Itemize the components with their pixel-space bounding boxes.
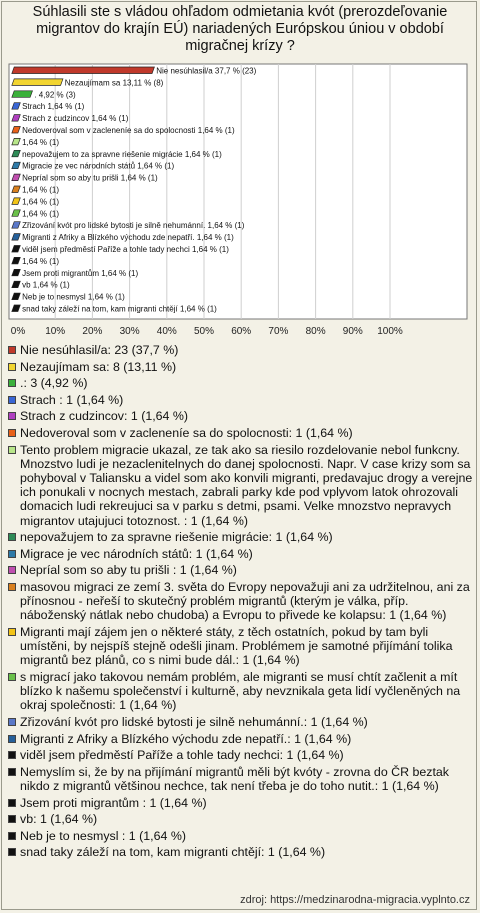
legend-label: masovou migraci ze zemí 3. světa do Evropy nepovažuji ani za udržitelnou, ani za přínosnou - neřeší to skutečný problém migrantů (kterým je válka, příp. náboženský nátlak nebo chudoba) a Evropu to přivede ke kolapsu: 1 (1,64 %) <box>20 579 470 623</box>
legend-swatch <box>8 718 16 726</box>
legend-swatch <box>8 446 16 454</box>
bar-label: 1,64 % (1) <box>22 209 60 219</box>
x-tick-label: 50% <box>193 326 215 337</box>
legend-item <box>8 765 474 793</box>
legend-item <box>8 409 474 423</box>
chart-legend <box>8 343 474 862</box>
legend-item <box>8 796 474 810</box>
legend-label: viděl jsem předměstí Paříže a tohle tady nechci: 1 (1,64 %) <box>20 748 344 763</box>
legend-swatch <box>8 396 16 404</box>
legend-item <box>8 360 474 374</box>
x-tick-label: 90% <box>342 326 363 337</box>
legend-swatch <box>8 550 16 558</box>
legend-label: Nedoveroval som v zacleneníe sa do spolocnosti: 1 (1,64 %) <box>20 425 353 440</box>
legend-swatch <box>8 429 16 437</box>
legend-swatch <box>8 751 16 759</box>
bar-label: . 4,92 % (3) <box>34 90 76 100</box>
legend-label: Tento problem migracie ukazal, ze tak ako sa riesilo rozdelovanie nebol funkcny. Mnozstvo ludi je nezaclenitelnych do danej spolocnosti. Napr. V case krizy som sa pohyboval v Taliansku a videl som ako konvili migranti, predavajuc drogy a verejne ich ponukali v nocnych mestach, zabrali parky kde pod vplyvom latok ohrozovali domacich ludi rekreujuci sa v parku s detmi, psami. Velke mnozstvo nepravych migrantov utajujuci totoznost. : 1 (1,64 %) <box>20 442 473 528</box>
legend-swatch <box>8 673 16 681</box>
bar-label: 1,64 % (1) <box>22 185 60 195</box>
legend-label: snad taky záleží na tom, kam migranti chtějí: 1 (1,64 %) <box>20 845 326 860</box>
bar-label: snad taky záleží na tom, kam migranti chtějí 1,64 % (1) <box>22 304 217 314</box>
bar-label: 1,64 % (1) <box>22 256 60 266</box>
legend-item <box>8 829 474 843</box>
legend-label: Nie nesúhlasil/a: 23 (37,7 %) <box>20 343 179 357</box>
source-note: zdroj: https://medzinarodna-migracia.vyplnto.cz <box>240 894 470 906</box>
legend-swatch <box>8 363 16 371</box>
bar-label: Nepríal som so aby tu prišli 1,64 % (1) <box>22 173 158 183</box>
legend-swatch <box>8 566 16 574</box>
bar-label: Zřizování kvót pro lidské bytosti je silně nehumánní. 1,64 % (1) <box>22 221 245 231</box>
legend-swatch <box>8 346 16 354</box>
legend-label: Strach z cudzincov: 1 (1,64 %) <box>20 409 189 424</box>
legend-item <box>8 715 474 729</box>
bar-label: Migranti z Afriky a Blízkého východu zde nepatří. 1,64 % (1) <box>22 233 234 243</box>
bar-label: Nedoveroval som v zacleneníe sa do spolocnosti 1,64 % (1) <box>22 126 235 135</box>
legend-swatch <box>8 735 16 743</box>
x-tick-label: 80% <box>305 326 326 337</box>
bar <box>12 67 155 74</box>
legend-label: s migrací jako takovou nemám problém, ale migranti se musí chtít začlenit a mít blízko k našemu společenství i kulturně, aby nevznikala geta lidí vyčleněných na okraj společnosti: 1 (1,64 %) <box>20 669 461 713</box>
x-tick-label: 100% <box>377 326 403 337</box>
bar-label: Jsem proti migrantům 1,64 % (1) <box>22 268 139 278</box>
bar-label: Neb je to nesmysl 1,64 % (1) <box>22 292 125 302</box>
x-tick-label: 40% <box>156 326 177 337</box>
legend-label: vb: 1 (1,64 %) <box>20 812 98 827</box>
legend-label: Nemyslím si, že by na přijímání migrantů měli být kvóty - zrovna do ČR beztak nikdo z migrantů většinou nechce, tak není třeba je do toho nutit.: 1 (1,64 %) <box>20 764 449 793</box>
legend-item <box>8 845 474 859</box>
legend-swatch <box>8 799 16 807</box>
legend-swatch <box>8 412 16 420</box>
legend-swatch <box>8 379 16 387</box>
legend-item <box>8 732 474 746</box>
legend-label: Nezaujímam sa: 8 (13,11 %) <box>20 359 177 374</box>
legend-label: Migranti mají zájem jen o některé státy, z těch ostatních, pokud by tam byli umístěni, by nejspíš stejně odešli jinam. Problémem je samotné přijímání tolika migrantů bez plánů, co s nimi bude dál.: 1 (1,64 %) <box>20 624 453 668</box>
bar <box>12 79 63 86</box>
legend-item <box>8 748 474 762</box>
bar-label: vb 1,64 % (1) <box>22 280 70 290</box>
bar-label: 1,64 % (1) <box>22 137 60 147</box>
bar-label: viděl jsem předměstí Paříže a tohle tady nechci 1,64 % (1) <box>22 245 229 254</box>
legend-item <box>8 443 474 528</box>
legend-label: Jsem proti migrantům : 1 (1,64 %) <box>20 795 207 810</box>
legend-item <box>8 376 474 390</box>
legend-label: Zřizování kvót pro lidské bytosti je silně nehumánní.: 1 (1,64 %) <box>20 714 368 729</box>
legend-item <box>8 343 474 357</box>
legend-swatch <box>8 832 16 840</box>
bar-chart <box>0 0 480 340</box>
legend-label: Migrace je vec národních států: 1 (1,64 %) <box>20 546 253 561</box>
legend-label: nepovažujem to za spravne riešenie migrácie: 1 (1,64 %) <box>20 530 333 545</box>
legend-label: Migranti z Afriky a Blízkého východu zde nepatří.: 1 (1,64 %) <box>20 731 352 746</box>
legend-label: Strach : 1 (1,64 %) <box>20 392 124 407</box>
bar-label: Nie nesúhlasil/a 37,7 % (23) <box>156 66 257 76</box>
bar-label: Strach z cudzincov 1,64 % (1) <box>22 114 129 124</box>
chart-title: Súhlasili ste s vládou ohľadom odmietania kvót (prerozdeľovanie migrantov do krajín EÚ) nariadených Európskou úniou v období migračnej krízy ? <box>32 4 448 54</box>
legend-swatch <box>8 848 16 856</box>
x-tick-label: 60% <box>231 326 252 337</box>
x-tick-label: 0% <box>10 326 26 337</box>
legend-item <box>8 547 474 561</box>
legend-swatch <box>8 583 16 591</box>
legend-item <box>8 530 474 544</box>
legend-swatch <box>8 628 16 636</box>
legend-item <box>8 812 474 826</box>
legend-label: Nepríal som so aby tu prišli : 1 (1,64 %) <box>20 563 237 578</box>
bar-label: 1,64 % (1) <box>22 197 60 207</box>
bar-label: Strach 1,64 % (1) <box>22 102 85 112</box>
legend-item <box>8 426 474 440</box>
legend-label: .: 3 (4,92 %) <box>20 376 88 391</box>
bar <box>12 91 33 98</box>
legend-item <box>8 580 474 623</box>
legend-item <box>8 670 474 713</box>
x-tick-label: 70% <box>268 326 289 337</box>
x-tick-label: 10% <box>45 326 66 337</box>
x-tick-label: 20% <box>82 326 103 337</box>
legend-item <box>8 625 474 668</box>
legend-swatch <box>8 815 16 823</box>
legend-swatch <box>8 768 16 776</box>
legend-swatch <box>8 533 16 541</box>
bar-label: nepovažujem to za spravne riešenie migrácie 1,64 % (1) <box>22 149 222 159</box>
x-tick-label: 30% <box>119 326 140 337</box>
bar-label: Migracie ze vec národních států 1,64 % (1) <box>22 161 175 171</box>
legend-item <box>8 563 474 577</box>
bar-label: Nezaujímam sa 13,11 % (8) <box>64 78 164 88</box>
legend-item <box>8 393 474 407</box>
legend-label: Neb je to nesmysl : 1 (1,64 %) <box>20 828 186 843</box>
